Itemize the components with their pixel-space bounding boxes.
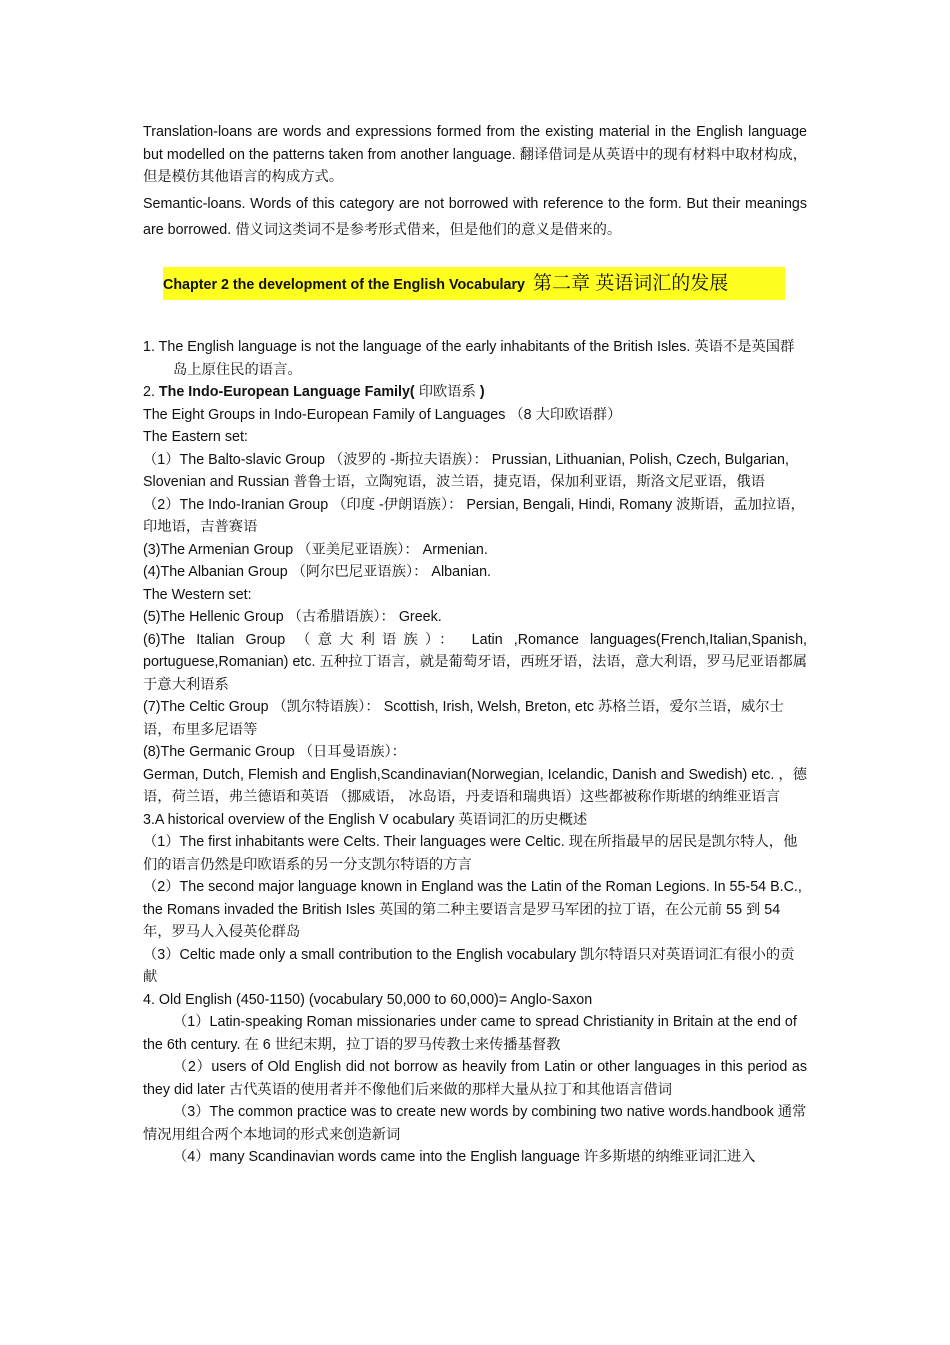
groups-title: The Eight Groups in Indo-European Family of Languages （8 大印欧语群） [143, 406, 622, 423]
item-2-number: 2. [143, 384, 155, 400]
translation-loans-paragraph [143, 121, 807, 189]
chapter-title-zh: 第二章 英语词汇的发展 [533, 272, 729, 294]
item-2-close: ) [479, 384, 485, 400]
group-8-body: German, Dutch, Flemish and English,Scandinavian(Norwegian, Icelandic, Danish and Swedish) etc. ，德语，荷兰语，弗兰德语和英语 （挪威语， 冰岛语，丹麦语和瑞典语）这些都被称作斯堪的纳维亚语言 [143, 766, 807, 805]
translation-loans-zh: 翻译借词是从英语中的现有材料中取材构成，但是模仿其他语言的构成方式。 [143, 146, 807, 185]
group-8: (8)The Germanic Group （日耳曼语族）： [143, 744, 406, 760]
semantic-loans-zh: 借义词这类词不是参考形式借来，但是他们的意义是借来的。 [235, 221, 622, 238]
section-3-heading: 3.A historical overview of the English V ocabulary 英语词汇的历史概述 [143, 811, 588, 828]
chapter-heading-wrap [163, 267, 807, 301]
translation-loans-en: Translation-loans are words and expressions formed from the existing material in the English language but modelled on the patterns taken from another language. [143, 124, 807, 163]
section-3-item-1: （1）The first inhabitants were Celts. Their languages were Celtic. 现在所指最早的居民是凯尔特人，他们的语言仍然是印欧语系的另一分支凯尔特语的方言 [143, 834, 798, 873]
document-page [143, 121, 807, 1169]
western-set-label: The Western set: [143, 586, 252, 603]
item-2-title: The Indo-European Language Family( [158, 384, 415, 400]
item-2-heading [143, 381, 807, 404]
chapter-title-en: Chapter 2 the development of the English Vocabulary [163, 276, 525, 293]
section-4-heading: 4. Old English (450-1150) (vocabulary 50,000 to 60,000)= Anglo-Saxon [143, 991, 593, 1008]
section-4-item-1: （1）Latin-speaking Roman missionaries under came to spread Christianity in Britain at the end of the 6th century. 在 6 世纪末期，拉丁语的罗马传教士来传播基督教 [143, 1014, 797, 1053]
eastern-set-label: The Eastern set: [143, 429, 248, 445]
item-2-zh: 印欧语系 [418, 384, 476, 400]
section-3-item-2: （2）The second major language known in England was the Latin of the Roman Legions. In 55-54 B.C., the Romans invaded the British Isles 英国的第二种主要语言是罗马军团的拉丁语，在公元前 55 到 54 年，罗马人入侵英伦群岛 [143, 879, 802, 940]
section-4-item-2: （2）users of Old English did not borrow as heavily from Latin or other languages in this period as they did later 古代英语的使用者并不像他们后来做的那样大量从拉丁和其他语言借词 [143, 1059, 807, 1098]
group-5: (5)The Hellenic Group （古希腊语族）： Greek. [143, 609, 442, 625]
group-2: （2）The Indo-Iranian Group （印度 -伊朗语族）： Persian, Bengali, Hindi, Romany 波斯语，孟加拉语，印地语，吉普赛语 [143, 496, 805, 535]
chapter-heading [163, 267, 785, 301]
group-4: (4)The Albanian Group （阿尔巴尼亚语族）： Albanian. [143, 564, 492, 580]
section-4-item-3: （3）The common practice was to create new words by combining two native words.handbook 通常情况用组合两个本地词的形式来创造新词 [143, 1104, 807, 1143]
group-3: (3)The Armenian Group （亚美尼亚语族）： Armenian. [143, 541, 488, 558]
group-1: （1）The Balto-slavic Group （波罗的 -斯拉夫语族）： Prussian, Lithuanian, Polish, Czech, Bulgarian, Slovenian and Russian 普鲁士语，立陶宛语，波兰语，捷克语，保加利亚语，斯洛文尼亚语，俄语 [143, 451, 789, 490]
section-3-item-3: （3）Celtic made only a small contribution to the English vocabulary 凯尔特语只对英语词汇有很小的贡献 [143, 946, 795, 985]
item-1: 1. The English language is not the language of the early inhabitants of the British Isles. 英语不是英国群岛上原住民的语言。 [143, 339, 795, 378]
semantic-loans-en: Semantic-loans. Words of this category are not borrowed with reference to the form. But their meanings are borrowed. [143, 195, 807, 238]
group-7: (7)The Celtic Group （凯尔特语族）： Scottish, Irish, Welsh, Breton, etc 苏格兰语，爱尔兰语，威尔士语，布里多尼语等 [143, 699, 784, 738]
group-6: (6)The Italian Group （意大利语族）： Latin ,Romance languages(French,Italian,Spanish, portuguese,Romanian) etc. 五种拉丁语言，就是葡萄牙语，西班牙语，法语，意大利语，罗马尼亚语都属于意大利语系 [143, 631, 807, 693]
section-4-item-4: （4）many Scandinavian words came into the English language 许多斯堪的纳维亚词汇进入 [173, 1149, 756, 1165]
semantic-loans-paragraph [143, 191, 807, 243]
